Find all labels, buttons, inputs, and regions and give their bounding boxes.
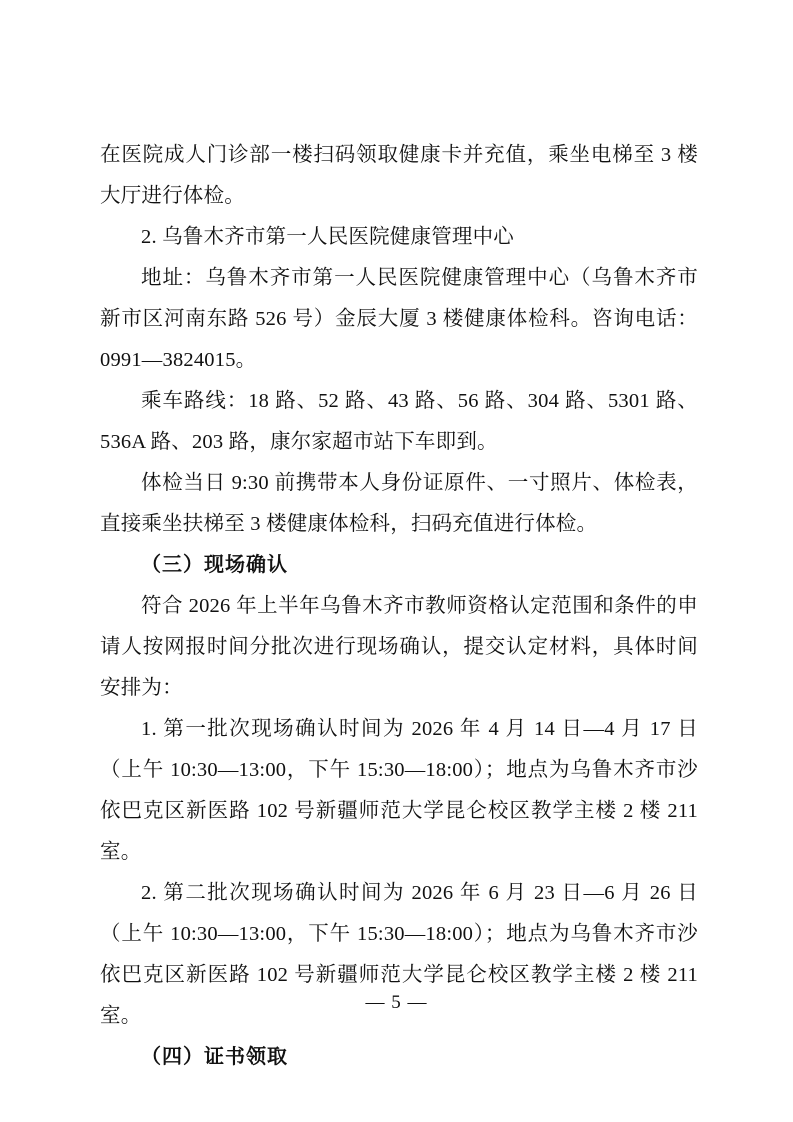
paragraph-hospital-checkin: 在医院成人门诊部一楼扫码领取健康卡并充值，乘坐电梯至 3 楼大厅进行体检。 [100,144,698,207]
page-number: — 5 — [365,992,428,1013]
paragraph-batch-one: 1. 第一批次现场确认时间为 2026 年 4 月 14 日—4 月 17 日（上午 10:30—13:00，下午 15:30—18:00）；地点为乌鲁木齐市沙依巴克区新医路 102 号新疆师范大学昆仑校区教学主楼 2 楼 211 室。 [100,718,698,863]
paragraph-exam-day-notes: 体检当日 9:30 前携带本人身份证原件、一寸照片、体检表，直接乘坐扶梯至 3 楼健康体检科，扫码充值进行体检。 [100,472,698,535]
page-footer [0,992,793,1014]
heading-certificate-pickup: （四）证书领取 [141,1046,288,1068]
document-body [100,135,698,1078]
paragraph-address: 地址：乌鲁木齐市第一人民医院健康管理中心（乌鲁木齐市新市区河南东路 526 号）金辰大厦 3 楼健康体检科。咨询电话：0991—3824015。 [100,267,698,371]
paragraph-batch-two: 2. 第二批次现场确认时间为 2026 年 6 月 23 日—6 月 26 日（上午 10:30—13:00，下午 15:30—18:00）；地点为乌鲁木齐市沙依巴克区新医路 102 号新疆师范大学昆仑校区教学主楼 2 楼 211 室。 [100,882,698,1027]
paragraph-confirmation-intro: 符合 2026 年上半年乌鲁木齐市教师资格认定范围和条件的申请人按网报时间分批次进行现场确认，提交认定材料，具体时间安排为： [100,595,698,699]
paragraph-bus-routes: 乘车路线：18 路、52 路、43 路、56 路、304 路、5301 路、536A 路、203 路，康尔家超市站下车即到。 [100,390,698,453]
heading-onsite-confirmation: （三）现场确认 [141,554,288,576]
paragraph-hospital-2-title: 2. 乌鲁木齐市第一人民医院健康管理中心 [141,226,514,248]
